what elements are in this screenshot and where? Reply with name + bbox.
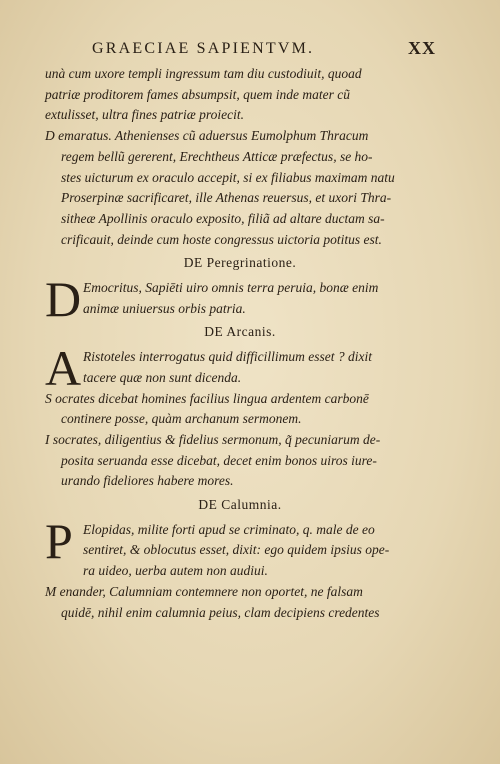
text-line: tacere quæ non sunt dicenda. bbox=[83, 369, 242, 385]
running-header bbox=[92, 40, 436, 58]
text-line: ra uideo, uerba autem non audiui. bbox=[83, 563, 268, 579]
text-line: regem bellũ gererent, Erechtheus Atticæ præfectus, se ho- bbox=[61, 148, 373, 164]
paragraph-with-initial bbox=[45, 512, 435, 582]
text-line: urando fideliores habere mores. bbox=[61, 473, 234, 489]
paragraph-with-initial bbox=[45, 340, 435, 397]
text-line: animæ uniuersus orbis patria. bbox=[83, 300, 246, 316]
drop-cap-initial: D bbox=[45, 271, 82, 328]
paragraph bbox=[45, 582, 435, 623]
drop-cap-initial: P bbox=[45, 512, 73, 569]
folio-number: XX bbox=[408, 38, 436, 58]
section-heading: DE Arcanis. bbox=[204, 324, 276, 340]
text-line: sentiret, & oblocutus esset, dixit: ego quidem ipsius ope- bbox=[83, 542, 390, 558]
section-heading: DE Calumnia. bbox=[198, 497, 282, 513]
text-line: unà cum uxore templi ingressum tam diu custodiuit, quoad bbox=[45, 66, 362, 81]
text-line: I socrates, diligentius & fidelius sermonum, q̃ pecuniarum de- bbox=[45, 431, 381, 447]
paragraph bbox=[45, 430, 435, 492]
text-line: patriæ proditorem fames absumpsit, quem inde mater cũ bbox=[45, 86, 350, 102]
section-heading: DE Peregrinatione. bbox=[183, 255, 297, 271]
text-line: Proserpinæ sacrificaret, ille Athenas reuersus, et uxori Thra- bbox=[61, 190, 392, 206]
paragraph bbox=[45, 64, 435, 126]
text-line: sitheæ Apollinis oraculo exposito, filiã ad altare ductam sa- bbox=[61, 210, 385, 226]
text-line: stes uicturum ex oraculo accepit, si ex filiabus maximam natu bbox=[61, 169, 395, 185]
page-body bbox=[45, 64, 435, 623]
text-line: quidē, nihil enim calumnia peius, clam decipiens credentes bbox=[61, 604, 380, 620]
text-line: D emaratus. Athenienses cũ aduersus Eumolphum Thracum bbox=[45, 128, 369, 144]
text-line: Elopidas, milite forti apud se criminato, q. male de eo bbox=[83, 521, 375, 537]
drop-cap-initial: A bbox=[45, 340, 82, 397]
text-line: continere posse, quàm archanum sermonem. bbox=[61, 411, 302, 427]
text-line: crificauit, deinde cum hoste congressus uictoria potitus est. bbox=[61, 231, 382, 247]
text-line: extulisset, ultra fines patriæ proiecit. bbox=[45, 107, 244, 123]
paragraph bbox=[45, 389, 435, 430]
text-line: Emocritus, Sapiēti uiro omnis terra peruia, bonæ enim bbox=[83, 280, 379, 296]
running-title: GRAECIAE SAPIENTVM. bbox=[92, 40, 315, 57]
text-line: S ocrates dicebat homines facilius lingua ardentem carbonē bbox=[45, 390, 369, 406]
text-line: Ristoteles interrogatus quid difficillimum esset ? dixit bbox=[83, 349, 372, 365]
paragraph-with-initial bbox=[45, 271, 435, 328]
text-line: M enander, Calumniam contemnere non oportet, ne falsam bbox=[45, 583, 363, 599]
text-line: posita seruanda esse dicebat, decet enim bonos uiros iure- bbox=[61, 452, 377, 468]
paragraph bbox=[45, 126, 435, 250]
